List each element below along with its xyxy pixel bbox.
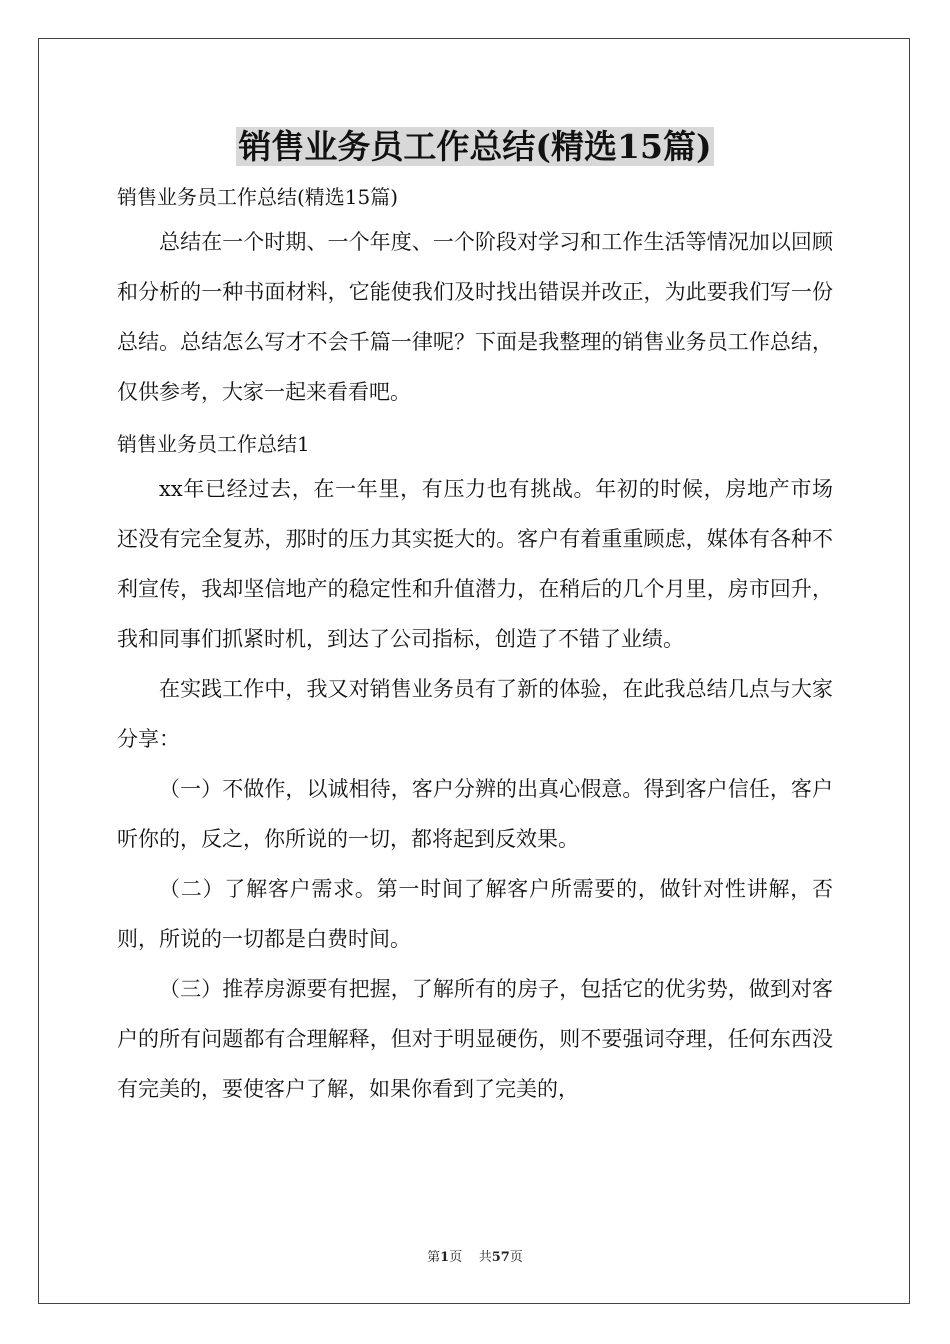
body-paragraph: （三）推荐房源要有把握，了解所有的房子，包括它的优劣势，做到对客户的所有问题都有合理解释，但对于明显硬伤，则不要强词夺理，任何东西没有完美的，要使客户了解，如果你看到了完美的， [117, 977, 833, 1101]
page-footer: 第1页 共57页 [427, 1250, 523, 1265]
document-body [117, 124, 833, 1114]
body-paragraph: （一）不做作，以诚相待，客户分辨的出真心假意。得到客户信任，客户听你的，反之，你所说的一切，都将起到反效果。 [117, 777, 833, 851]
total-pages: 57 [491, 1250, 510, 1265]
body-paragraph: xx年已经过去，在一年里，有压力也有挑战。年初的时候，房地产市场还没有完全复苏，那时的压力其实挺大的。客户有着重重顾虑，媒体有各种不利宣传，我却坚信地产的稳定性和升值潜力，在稍后的几个月里，房市回升，我和同事们抓紧时机，到达了公司指标，创造了不错了业绩。 [117, 477, 833, 651]
intro-paragraph: 总结在一个时期、一个年度、一个阶段对学习和工作生活等情况加以回顾和分析的一种书面材料，它能使我们及时找出错误并改正，为此要我们写一份总结。总结怎么写才不会千篇一律呢？下面是我整理的销售业务员工作总结，仅供参考，大家一起来看看吧。 [117, 230, 833, 404]
body-paragraph: 在实践工作中，我又对销售业务员有了新的体验，在此我总结几点与大家分享： [117, 677, 833, 751]
document-title: 销售业务员工作总结(精选15篇) [238, 127, 712, 166]
document-subtitle: 销售业务员工作总结(精选15篇) [117, 185, 399, 209]
body-paragraph: （二）了解客户需求。第一时间了解客户所需要的，做针对性讲解，否则，所说的一切都是白费时间。 [117, 877, 833, 951]
page-number: 1 [440, 1250, 450, 1265]
section-heading: 销售业务员工作总结1 [117, 432, 310, 456]
